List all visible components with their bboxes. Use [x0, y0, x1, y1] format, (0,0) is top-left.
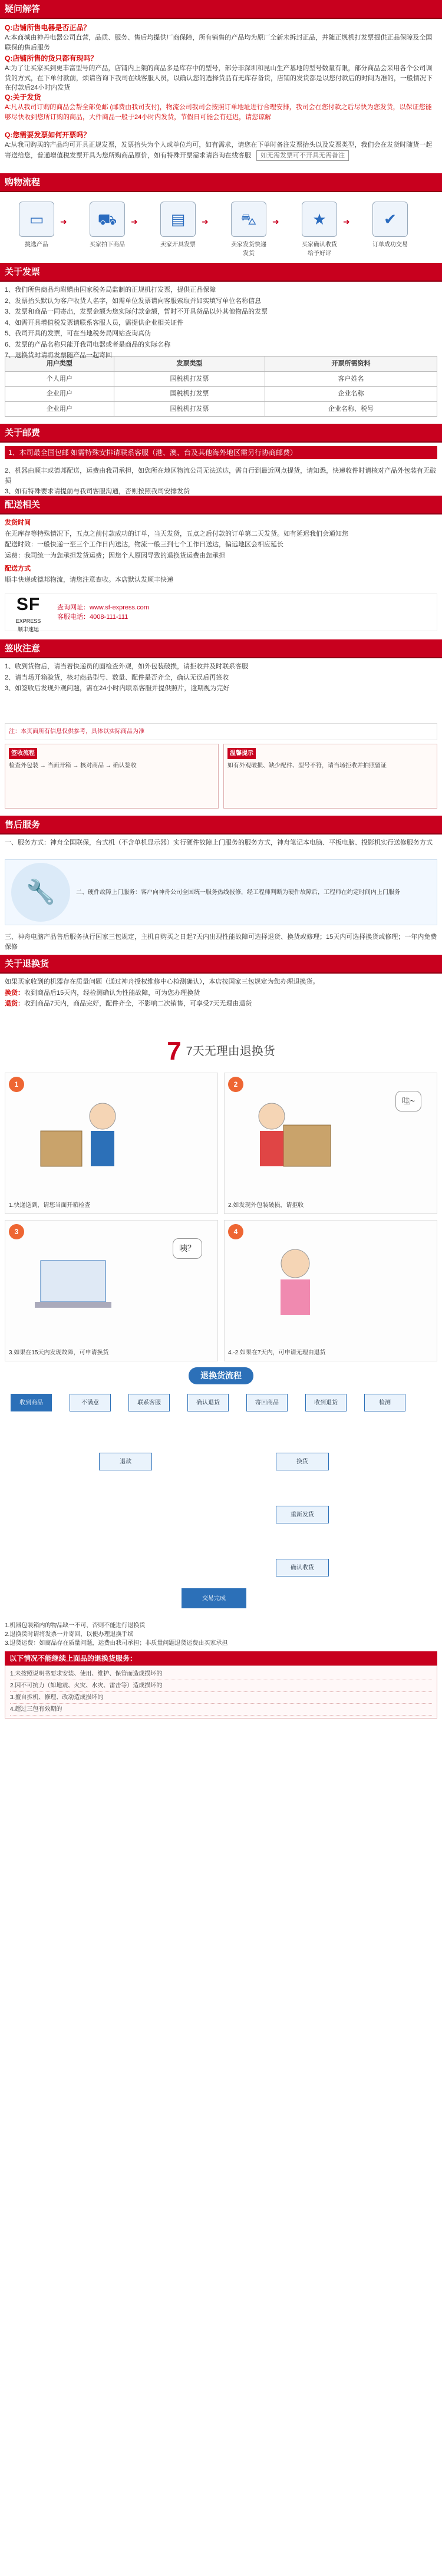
- invoice-line: 4、如需开具增值税发票请联系客服人员，需提供企业相关证件: [5, 319, 184, 326]
- table-header: 用户类型: [5, 357, 114, 372]
- aftersale-text: 三、神舟电脑产品售后服务执行国家三包规定，主机自购买之日起7天内出现性能故障可选择退货、换货或修理；15天内可选择换货或修理；一年内免费保修: [5, 934, 437, 951]
- flow-node: 换货: [276, 1453, 329, 1470]
- flow-step: ▭ 挑选产品: [17, 202, 57, 249]
- divider: [0, 657, 442, 658]
- seven-day-return-banner: 7 7天无理由退换货: [5, 1034, 437, 1069]
- delivery-line: 配送时效：一般快递一至三个工作日内送达，物流一般三到七个工作日送达，偏远地区会相应延长: [5, 541, 283, 548]
- laptop-illustration: [29, 1237, 129, 1325]
- no-return-title: 以下情况不能继续上面品的退换货服务：: [5, 1651, 437, 1665]
- wrench-icon: 🔧: [11, 863, 70, 922]
- courier-illustration: [248, 1090, 348, 1178]
- flow-step: ▤ 卖家开具发票: [158, 202, 198, 249]
- delivery-line: 在无库存等特殊情况下，五点之前付款成功的订单，当天发货，五点之后付款的订单第二天发货。如有延迟我们会通知您: [5, 530, 348, 537]
- invoice-note-box: 如无需发票可不开具无需备注: [256, 150, 349, 161]
- table-row: 企业用户 国税机打发票 企业名称: [5, 387, 437, 402]
- table-header: 发票类型: [114, 357, 265, 372]
- flow-node: 联系客服: [128, 1394, 170, 1411]
- table-row: 个人用户 国税机打发票 客户姓名: [5, 371, 437, 387]
- arrow-right-icon: ➜: [131, 217, 138, 226]
- invoice-table: [5, 356, 437, 417]
- flow-node: 寄回商品: [246, 1394, 288, 1411]
- shipping-header: [0, 424, 442, 443]
- invoice-line: 2、发票抬头默认为客户收货人名字，如需单位发票请向客服索取并如实填写单位名称信息: [5, 297, 262, 305]
- faq-item: [0, 50, 442, 91]
- returns-text: 如果买家收到的机器存在质量问题（通过神舟授权维修中心检测确认），本店按国家三包规定为您办理退换货。 换货：收到商品后15天内，经检测确认为性能故障，可为您办理换货 退货：收到商品7天内，商品完好，配件齐全，不影响二次销售，可享受7天无理由退货: [5, 978, 319, 1007]
- customer-illustration: [248, 1237, 348, 1325]
- comic-panel: 1 1.快递送到，请您当面开箱检查: [5, 1073, 218, 1214]
- faq-item: [0, 126, 442, 165]
- flow-node: 确认退货: [187, 1394, 229, 1411]
- flow-node: 重新发货: [276, 1506, 329, 1523]
- invoice-title: 关于发票: [5, 267, 41, 277]
- return-comic: [5, 1073, 437, 1361]
- no-return-list: [5, 1665, 437, 1719]
- aftersale-title: 售后服务: [5, 820, 41, 830]
- divider: [0, 281, 442, 282]
- flow-node: 不满意: [70, 1394, 111, 1411]
- flow-node: 确认收货: [276, 1559, 329, 1576]
- shipping-title: 关于邮费: [5, 428, 41, 438]
- faq-question: Q:店铺所售电器是否正品？: [5, 24, 91, 32]
- invoice-header: [0, 263, 442, 282]
- returns-header: [0, 955, 442, 974]
- flow-node: 检测: [364, 1394, 405, 1411]
- flow-node: 交易完成: [182, 1588, 246, 1608]
- sf-website: 查询网址：www.sf-express.com: [57, 603, 149, 611]
- faq-answer: A:为了让买家买到更丰富型号的产品，店铺内上架的商品多是库存中的型号，部分非深圳和昆山生产基地的型号数量有限，部分商品会采用各个公司调货的方式，在下单付款前，烦请咨询下我司在线客服人员，以确认您的选择货品有无库存备货，店铺的发货都是以您付款后的时间为准的，一般情况下在付款后24小时内发货: [5, 65, 433, 91]
- sf-phone: 客服电话：4008-111-111: [57, 614, 128, 621]
- delivery-line: 运费：我司统一为您承担发货运费；因您个人原因导致的退换货运费由您承担: [5, 552, 225, 559]
- sign-header: [0, 639, 442, 658]
- faq-answer: A:本商城由神丹电器公司直营，品质、服务、售后均提供厂商保障，所有销售的产品均为原厂全新未拆封正品，并随正规机打发票提供正品保障及全国联保的售后服务: [5, 34, 433, 51]
- faq-question: Q:关于发货: [5, 93, 41, 101]
- comic-panel: 3 咦？ 3.如果在15天内发现故障，可申请换货: [5, 1220, 218, 1361]
- purchase-title: 购物流程: [5, 177, 41, 187]
- sign-box: 温馨提示 如有外观破损、缺少配件、型号不符，请当场拒收并拍照留证: [223, 744, 437, 809]
- shipping-text: [0, 463, 442, 496]
- faq-answer: A:从我司购买的产品均可开具正规发票，发票抬头为个人或单位均可，如有需求，请您在下单时备注发票抬头以及发票类型，我们会在发货时随货一起寄送给您，普通增值税发票开具为您所购商品原价，如有特殊开票需求请咨询在线客服: [5, 141, 433, 159]
- shipping-line: 3、如有特殊要求请提前与我司客服沟通，否则按照我司安排发货: [5, 488, 190, 495]
- comic-panel: 2 哇~ 2.如发现外包装破损，请拒收: [224, 1073, 437, 1214]
- rating-icon: ★: [302, 202, 337, 237]
- aftersale-text: 一、服务方式：神舟全国联保，台式机（不含单机显示器）实行硬件故障上门服务的服务方式，神舟笔记本电脑、平板电脑、投影机实行送修服务方式: [5, 839, 433, 846]
- faq-item: [0, 19, 442, 50]
- free-shipping-banner: 1、本司最全国包邮 如需特殊安排请联系客服（港、澳、台及其他海外地区需另行协商邮费）: [5, 446, 437, 459]
- return-flow-diagram: [5, 1388, 437, 1618]
- invoice-icon: ▤: [160, 202, 196, 237]
- sign-line: 3、如签收后发现外观问题，需在24小时内联系客服并提供照片，逾期视为完好: [5, 685, 230, 692]
- flow-node: 收到退货: [305, 1394, 347, 1411]
- shipping-line: 2、机器由顺丰或德邦配送，运费由我司承担，如您所在地区物流公司无法送达，需自行到最近网点提货，请知悉，快递收件时请核对产品外包装有无破损: [5, 467, 437, 484]
- purchase-flow: [0, 192, 442, 263]
- purchase-header: [0, 173, 442, 192]
- flow-step: ⛟ 买家拍下商品: [87, 202, 127, 249]
- aftersale-header: [0, 816, 442, 835]
- returns-title: 关于退换货: [5, 959, 50, 969]
- aftersale-strip: 🔧 二、硬件故障上门服务：客户向神舟公司全国统一服务热线报修，经工程师判断为硬件故障后，工程师在约定时间内上门服务: [5, 859, 437, 925]
- flow-node: 收到商品: [11, 1394, 52, 1411]
- list-item: 1.未按照说明书要求安装、使用、维护、保管而造成损坏的: [10, 1668, 432, 1680]
- faq-answer: A:凡从我司订购的商品会帮全部免邮 (邮费由我司支付)，物流公司我司会按照订单地址进行合理安排，我司会在您付款之后尽快为您发货，以保证您能够尽快收到您所订购的商品，大件商品一般于24小时内发货，节假日可能会有延迟，请您谅解: [5, 104, 432, 121]
- divider: [0, 972, 442, 974]
- delivery-text: [0, 514, 442, 590]
- checkmark-icon: ✔: [372, 202, 408, 237]
- invoice-line: 7、退换货时请将发票随产品一起寄回: [5, 352, 113, 359]
- list-item: 4.超过三包有效期的: [10, 1704, 432, 1716]
- delivery-title: 配送相关: [5, 500, 41, 510]
- sign-line: 2、请当场开箱验货，核对商品型号、数量、配件是否齐全，确认无误后再签收: [5, 674, 229, 681]
- arrow-right-icon: ➜: [272, 217, 279, 226]
- list-item: 3.擅自拆机、修理、改动造成损坏的: [10, 1692, 432, 1704]
- invoice-text: [0, 282, 442, 359]
- arrow-right-icon: ➜: [343, 217, 350, 226]
- sign-title: 签收注意: [5, 644, 41, 654]
- cart-icon: ⛟: [90, 202, 125, 237]
- sf-logo: SF EXPRESS 顺丰速运: [5, 595, 51, 629]
- delivery-method-title: 配送方式: [5, 565, 31, 572]
- divider: [0, 441, 442, 443]
- flow-step: ⛍ 卖家发货快递发货: [229, 202, 269, 258]
- delivery-method-text: 顺丰快递或德邦物流，请您注意查收。本店默认发顺丰快递: [5, 576, 173, 583]
- sign-note: 注：本页面所有信息仅供参考，具体以实际商品为准: [5, 723, 437, 740]
- flow-step: ★ 买家确认收货给予好评: [299, 202, 339, 258]
- invoice-line: 5、我司开具的发票，可在当地税务局网站查询真伪: [5, 330, 151, 337]
- sf-express-block: [5, 593, 437, 631]
- invoice-line: 1、我们所售商品均附赠由国家税务局监制的正规机打发票，提供正品保障: [5, 286, 216, 293]
- invoice-line: 6、发票的产品名称只能开我司电器或者是商品的实际名称: [5, 341, 171, 348]
- return-flow-title: 退换货流程: [0, 1367, 442, 1384]
- flow-node: 退款: [99, 1453, 152, 1470]
- delivery-header: [0, 496, 442, 514]
- divider: [0, 18, 442, 19]
- faq-question: Q:店铺所售的货只都有现吗？: [5, 54, 98, 62]
- list-item: 2.因不可抗力（如地震、火灾、水灾、雷击等）造成损坏的: [10, 1680, 432, 1692]
- faq-title: 疑问解答: [5, 4, 41, 14]
- arrow-right-icon: ➜: [60, 217, 67, 226]
- sign-box: 签收流程 检查外包装 → 当面开箱 → 核对商品 → 确认签收: [5, 744, 219, 809]
- seven-day-logo: 7: [167, 1037, 182, 1066]
- table-header: 开票所需资料: [265, 357, 437, 372]
- arrow-right-icon: ➜: [202, 217, 209, 226]
- sign-line: 1、收到货物后，请当着快递员的面检查外观，如外包装破损，请拒收并及时联系客服: [5, 663, 249, 670]
- faq-question: Q:您需要发票如何开票吗？: [5, 131, 91, 139]
- return-notes: 1.机器包装箱内的物品缺一不可，否则不能进行退换货 2.退换货时请将发票一并寄回，以便办理退换手续 3.退货运费：如商品存在质量问题，运费由我司承担；非质量问题退货运费由买家承担: [5, 1622, 228, 1647]
- flow-step: ✔ 订单成功交易: [370, 202, 410, 249]
- faq-header: [0, 0, 442, 19]
- comic-panel: 4 4.-2.如果在7天内，可申请无理由退货: [224, 1220, 437, 1361]
- monitor-icon: ▭: [19, 202, 54, 237]
- sign-boxes: [5, 744, 437, 809]
- faq-item: [0, 88, 442, 126]
- sign-text: [0, 658, 442, 720]
- divider: [0, 513, 442, 514]
- table-row: 企业用户 国税机打发票 企业名称、税号: [5, 401, 437, 417]
- delivery-subtitle: 发货时间: [5, 519, 31, 526]
- courier-illustration: [29, 1090, 129, 1178]
- truck-icon: ⛍: [231, 202, 266, 237]
- divider: [0, 833, 442, 835]
- invoice-line: 3、发票和商品一同寄出，发票金额为您实际付款金额，暂时不开具货品以外其他物品的发票: [5, 308, 268, 315]
